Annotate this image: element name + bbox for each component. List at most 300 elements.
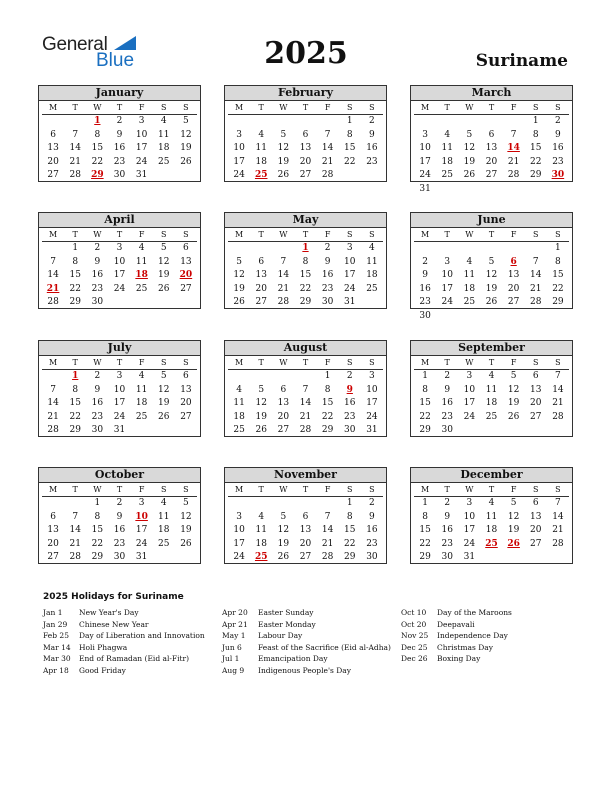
month-october bbox=[38, 467, 201, 564]
weekday-header: F bbox=[317, 357, 339, 370]
day-cell: 24 bbox=[233, 170, 245, 180]
day-cell: 11 bbox=[255, 525, 267, 535]
day-cell: 3 bbox=[116, 243, 123, 253]
holiday-day: 26 bbox=[507, 538, 520, 549]
day-cell: 17 bbox=[135, 143, 148, 153]
day-cell: 9 bbox=[324, 256, 331, 267]
weekday-header: T bbox=[294, 484, 316, 497]
day-cell: 13 bbox=[299, 525, 312, 535]
day-cell: 27 bbox=[277, 425, 290, 435]
day-cell: 14 bbox=[552, 384, 564, 395]
day-cell: 29 bbox=[299, 297, 312, 307]
day-cell: 2 bbox=[324, 243, 331, 253]
day-cell: 23 bbox=[113, 538, 126, 549]
holiday-date: Dec 25 bbox=[401, 642, 428, 652]
day-cell: 15 bbox=[299, 270, 312, 280]
day-cell: 20 bbox=[277, 411, 290, 422]
day-cell: 5 bbox=[510, 498, 517, 508]
empty-cell bbox=[272, 370, 294, 384]
holiday-name: Deepavali bbox=[437, 619, 475, 629]
day-cell: 23 bbox=[441, 411, 453, 422]
day-cell: 18 bbox=[366, 270, 378, 280]
day-cell: 23 bbox=[321, 283, 334, 294]
day-cell: 23 bbox=[441, 538, 453, 549]
day-cell: 1 bbox=[94, 498, 101, 508]
day-cell: 9 bbox=[444, 384, 451, 395]
day-cell: 4 bbox=[138, 371, 145, 381]
holiday-day: 25 bbox=[254, 552, 268, 562]
day-cell: 11 bbox=[441, 143, 453, 153]
day-cell: 12 bbox=[255, 398, 267, 408]
empty-cell bbox=[458, 242, 480, 256]
day-cell: 23 bbox=[419, 297, 431, 307]
day-cell: 24 bbox=[113, 283, 126, 294]
weekday-header: M bbox=[42, 102, 64, 115]
day-cell: 28 bbox=[530, 297, 542, 307]
day-cell: 25 bbox=[485, 411, 498, 422]
day-cell: 20 bbox=[485, 156, 498, 167]
weekday-header: T bbox=[108, 229, 130, 242]
day-cell: 2 bbox=[346, 371, 353, 381]
day-cell: 5 bbox=[183, 116, 189, 126]
day-cell: 7 bbox=[532, 256, 539, 267]
day-cell: 30 bbox=[91, 297, 104, 307]
day-cell: 3 bbox=[422, 129, 428, 140]
day-cell: 5 bbox=[258, 384, 265, 395]
day-cell: 5 bbox=[466, 129, 473, 140]
weekday-header: W bbox=[86, 484, 108, 497]
day-cell: 13 bbox=[299, 143, 312, 153]
empty-cell bbox=[480, 242, 502, 256]
day-cell: 10 bbox=[366, 384, 378, 395]
day-cell: 29 bbox=[419, 552, 431, 562]
day-cell: 3 bbox=[346, 243, 353, 253]
day-cell: 22 bbox=[69, 411, 81, 422]
day-cell: 6 bbox=[50, 129, 56, 140]
day-cell: 4 bbox=[466, 256, 473, 267]
day-cell: 9 bbox=[555, 129, 561, 140]
day-cell: 31 bbox=[419, 183, 431, 194]
day-cell: 6 bbox=[532, 498, 539, 508]
day-cell: 16 bbox=[441, 398, 453, 408]
holiday-name: Emancipation Day bbox=[258, 654, 328, 663]
day-cell: 13 bbox=[47, 143, 59, 153]
day-cell: 28 bbox=[47, 425, 59, 435]
day-cell: 10 bbox=[233, 525, 245, 535]
weekday-header: T bbox=[480, 484, 502, 497]
weekday-header: W bbox=[86, 102, 108, 115]
day-cell: 16 bbox=[366, 525, 378, 535]
day-cell: 3 bbox=[236, 511, 242, 522]
weekday-header: T bbox=[108, 357, 130, 370]
month-march bbox=[410, 85, 573, 194]
weekday-header: S bbox=[361, 102, 383, 115]
day-cell: 18 bbox=[485, 525, 498, 535]
day-cell: 12 bbox=[233, 270, 245, 280]
day-cell: 8 bbox=[532, 129, 539, 140]
day-cell: 4 bbox=[258, 129, 265, 140]
holiday-date: Jan 1 bbox=[43, 608, 63, 617]
weekday-header: F bbox=[503, 484, 525, 497]
day-cell: 16 bbox=[321, 270, 334, 280]
day-cell: 6 bbox=[302, 129, 309, 140]
holiday-day: 25 bbox=[254, 170, 268, 180]
day-cell: 3 bbox=[444, 256, 451, 267]
day-cell: 8 bbox=[422, 384, 428, 395]
day-cell: 14 bbox=[552, 511, 564, 522]
day-cell: 22 bbox=[344, 156, 356, 167]
holiday-day: 9 bbox=[346, 384, 353, 395]
day-cell: 4 bbox=[160, 498, 167, 508]
weekday-header: S bbox=[361, 357, 383, 370]
holiday-day: 1 bbox=[94, 116, 101, 126]
day-cell: 20 bbox=[299, 156, 312, 167]
empty-cell bbox=[272, 242, 294, 256]
day-cell: 25 bbox=[366, 283, 378, 294]
day-cell: 9 bbox=[116, 511, 123, 522]
day-cell: 28 bbox=[47, 297, 59, 307]
day-cell: 15 bbox=[552, 270, 564, 280]
day-cell: 8 bbox=[94, 129, 101, 140]
day-cell: 2 bbox=[555, 116, 561, 126]
weekday-header: S bbox=[339, 229, 361, 242]
day-cell: 25 bbox=[158, 156, 170, 167]
day-cell: 24 bbox=[135, 538, 148, 549]
day-cell: 9 bbox=[369, 129, 375, 140]
empty-cell bbox=[250, 115, 272, 129]
day-cell: 16 bbox=[113, 143, 126, 153]
day-cell: 3 bbox=[116, 371, 123, 381]
day-cell: 9 bbox=[116, 129, 123, 140]
day-cell: 21 bbox=[69, 156, 81, 167]
month-title: March bbox=[411, 86, 572, 101]
day-cell: 26 bbox=[463, 170, 476, 180]
holiday-date: Mar 14 bbox=[43, 642, 71, 652]
day-cell: 24 bbox=[441, 297, 453, 307]
day-cell: 6 bbox=[258, 256, 265, 267]
weekday-header: T bbox=[436, 484, 458, 497]
day-cell: 17 bbox=[366, 398, 378, 408]
weekday-header: T bbox=[294, 102, 316, 115]
day-cell: 22 bbox=[419, 411, 431, 422]
day-cell: 2 bbox=[444, 498, 451, 508]
day-cell: 13 bbox=[530, 511, 542, 522]
day-cell: 26 bbox=[277, 552, 290, 562]
month-november bbox=[224, 467, 387, 564]
day-cell: 29 bbox=[321, 425, 334, 435]
day-cell: 27 bbox=[299, 552, 312, 562]
holiday-date: Dec 26 bbox=[401, 654, 428, 663]
day-cell: 30 bbox=[366, 552, 378, 562]
day-cell: 21 bbox=[321, 156, 334, 167]
day-cell: 13 bbox=[530, 384, 542, 395]
day-cell: 20 bbox=[530, 398, 542, 408]
empty-cell bbox=[250, 370, 272, 384]
day-cell: 24 bbox=[233, 552, 245, 562]
day-cell: 27 bbox=[530, 538, 542, 549]
empty-cell bbox=[317, 115, 339, 129]
day-cell: 12 bbox=[463, 143, 476, 153]
day-cell: 2 bbox=[444, 371, 451, 381]
day-cell: 17 bbox=[233, 156, 245, 167]
month-title: September bbox=[411, 341, 572, 356]
day-cell: 3 bbox=[369, 371, 375, 381]
empty-cell bbox=[42, 370, 64, 384]
day-cell: 6 bbox=[532, 371, 539, 381]
empty-cell bbox=[64, 115, 86, 129]
weekday-header: S bbox=[525, 102, 547, 115]
page-title-year: 2025 bbox=[264, 36, 348, 71]
day-cell: 10 bbox=[135, 129, 148, 140]
day-cell: 24 bbox=[344, 283, 356, 294]
holiday-name: Independence Day bbox=[437, 631, 508, 640]
day-cell: 10 bbox=[463, 384, 476, 395]
holiday-item bbox=[401, 630, 512, 642]
day-cell: 16 bbox=[419, 283, 431, 294]
day-cell: 11 bbox=[158, 511, 170, 522]
day-cell: 24 bbox=[113, 411, 126, 422]
holiday-item bbox=[222, 653, 391, 665]
day-cell: 29 bbox=[530, 170, 542, 180]
logo-general-text: General bbox=[42, 34, 108, 55]
day-cell: 9 bbox=[94, 256, 101, 267]
weekday-header: M bbox=[414, 357, 436, 370]
day-cell: 27 bbox=[47, 552, 59, 562]
holiday-date: Aug 9 bbox=[222, 665, 245, 675]
day-cell: 4 bbox=[488, 498, 495, 508]
day-cell: 7 bbox=[50, 384, 56, 395]
day-cell: 7 bbox=[555, 371, 561, 381]
day-cell: 30 bbox=[91, 425, 104, 435]
month-title: November bbox=[225, 468, 386, 483]
day-cell: 13 bbox=[180, 384, 192, 395]
day-cell: 18 bbox=[463, 283, 476, 294]
month-december bbox=[410, 467, 573, 564]
weekday-header: W bbox=[458, 484, 480, 497]
holiday-date: Jul 1 bbox=[222, 654, 240, 663]
day-cell: 18 bbox=[255, 156, 267, 167]
weekday-header: S bbox=[547, 357, 569, 370]
day-cell: 31 bbox=[366, 425, 378, 435]
day-cell: 21 bbox=[69, 538, 81, 549]
day-cell: 24 bbox=[366, 411, 378, 422]
holiday-item bbox=[222, 630, 391, 642]
day-cell: 8 bbox=[422, 511, 428, 522]
day-cell: 22 bbox=[552, 283, 564, 294]
day-cell: 31 bbox=[463, 552, 476, 562]
day-cell: 23 bbox=[366, 538, 378, 549]
day-cell: 27 bbox=[530, 411, 542, 422]
weekday-header: M bbox=[42, 357, 64, 370]
day-cell: 7 bbox=[72, 129, 79, 140]
day-cell: 10 bbox=[419, 143, 431, 153]
day-cell: 19 bbox=[485, 283, 498, 294]
day-cell: 12 bbox=[180, 511, 192, 522]
empty-cell bbox=[503, 242, 525, 256]
day-cell: 11 bbox=[485, 384, 498, 395]
day-cell: 8 bbox=[346, 511, 353, 522]
day-cell: 11 bbox=[135, 384, 148, 395]
day-cell: 1 bbox=[346, 498, 353, 508]
weekday-header: W bbox=[458, 102, 480, 115]
weekday-header: M bbox=[414, 102, 436, 115]
day-cell: 20 bbox=[47, 156, 59, 167]
weekday-header: S bbox=[175, 357, 197, 370]
empty-cell bbox=[228, 497, 250, 511]
empty-cell bbox=[272, 497, 294, 511]
day-cell: 2 bbox=[422, 256, 428, 267]
holiday-date: Oct 20 bbox=[401, 619, 427, 629]
day-cell: 7 bbox=[50, 256, 56, 267]
day-cell: 2 bbox=[116, 116, 123, 126]
empty-cell bbox=[294, 370, 316, 384]
day-cell: 25 bbox=[135, 283, 148, 294]
day-cell: 25 bbox=[233, 425, 245, 435]
holiday-name: Chinese New Year bbox=[79, 619, 149, 629]
weekday-header: S bbox=[361, 229, 383, 242]
day-cell: 7 bbox=[324, 511, 331, 522]
holiday-name: Feast of the Sacrifice (Eid al-Adha) bbox=[258, 642, 391, 652]
weekday-header: S bbox=[361, 484, 383, 497]
holiday-date: Apr 21 bbox=[222, 619, 248, 629]
month-july bbox=[38, 340, 201, 437]
holiday-day: 29 bbox=[91, 170, 104, 180]
day-cell: 12 bbox=[507, 384, 520, 395]
day-cell: 3 bbox=[466, 371, 473, 381]
holiday-item bbox=[401, 642, 512, 654]
month-title: January bbox=[39, 86, 200, 101]
day-cell: 30 bbox=[419, 310, 431, 321]
day-cell: 27 bbox=[299, 170, 312, 180]
day-cell: 18 bbox=[158, 143, 170, 153]
day-cell: 4 bbox=[444, 129, 451, 140]
day-cell: 15 bbox=[321, 398, 334, 408]
holiday-day: 6 bbox=[510, 256, 517, 267]
day-cell: 19 bbox=[180, 143, 192, 153]
weekday-header: W bbox=[86, 229, 108, 242]
day-cell: 26 bbox=[507, 411, 520, 422]
holiday-item bbox=[43, 642, 205, 654]
day-cell: 13 bbox=[277, 398, 290, 408]
day-cell: 2 bbox=[94, 371, 101, 381]
day-cell: 10 bbox=[441, 270, 453, 280]
day-cell: 16 bbox=[344, 398, 356, 408]
day-cell: 28 bbox=[321, 170, 334, 180]
holiday-item bbox=[43, 653, 205, 665]
day-cell: 21 bbox=[47, 411, 59, 422]
day-cell: 25 bbox=[135, 411, 148, 422]
weekday-header: T bbox=[480, 357, 502, 370]
weekday-header: T bbox=[436, 102, 458, 115]
day-cell: 25 bbox=[463, 297, 476, 307]
empty-cell bbox=[64, 497, 86, 511]
month-title: April bbox=[39, 213, 200, 228]
day-cell: 6 bbox=[488, 129, 495, 140]
day-cell: 11 bbox=[255, 143, 267, 153]
weekday-header: M bbox=[228, 357, 250, 370]
day-cell: 16 bbox=[91, 398, 104, 408]
weekday-header: W bbox=[458, 357, 480, 370]
day-cell: 17 bbox=[441, 283, 453, 294]
holiday-item bbox=[43, 619, 205, 631]
day-cell: 29 bbox=[69, 297, 81, 307]
day-cell: 2 bbox=[369, 498, 375, 508]
day-cell: 20 bbox=[255, 283, 267, 294]
holiday-day: 20 bbox=[179, 270, 193, 280]
weekday-header: F bbox=[131, 229, 153, 242]
weekday-header: S bbox=[339, 102, 361, 115]
day-cell: 21 bbox=[299, 411, 312, 422]
weekday-header: M bbox=[42, 484, 64, 497]
weekday-header: T bbox=[294, 357, 316, 370]
holiday-item bbox=[222, 607, 391, 619]
day-cell: 1 bbox=[555, 243, 561, 253]
empty-cell bbox=[250, 497, 272, 511]
logo-blue-text: Blue bbox=[96, 50, 135, 71]
day-cell: 30 bbox=[113, 552, 126, 562]
weekday-header: W bbox=[272, 484, 294, 497]
month-april bbox=[38, 212, 201, 309]
weekday-header: S bbox=[153, 102, 175, 115]
day-cell: 14 bbox=[530, 270, 542, 280]
day-cell: 9 bbox=[422, 270, 428, 280]
day-cell: 3 bbox=[466, 498, 473, 508]
day-cell: 18 bbox=[255, 538, 267, 549]
weekday-header: W bbox=[272, 102, 294, 115]
weekday-header: T bbox=[108, 484, 130, 497]
empty-cell bbox=[42, 115, 64, 129]
day-cell: 1 bbox=[422, 371, 428, 381]
holiday-date: Nov 25 bbox=[401, 631, 429, 640]
day-cell: 15 bbox=[419, 525, 431, 535]
day-cell: 6 bbox=[183, 243, 189, 253]
month-title: July bbox=[39, 341, 200, 356]
holiday-item bbox=[401, 607, 512, 619]
day-cell: 21 bbox=[277, 283, 290, 294]
day-cell: 17 bbox=[113, 398, 126, 408]
day-cell: 19 bbox=[277, 538, 290, 549]
day-cell: 5 bbox=[183, 498, 189, 508]
day-cell: 22 bbox=[530, 156, 542, 167]
day-cell: 28 bbox=[507, 170, 520, 180]
day-cell: 10 bbox=[113, 256, 126, 267]
day-cell: 22 bbox=[69, 283, 81, 294]
day-cell: 26 bbox=[158, 283, 170, 294]
holidays-title: 2025 Holidays for Suriname bbox=[43, 592, 184, 602]
holiday-name: Day of Liberation and Innovation bbox=[79, 631, 205, 640]
month-september bbox=[410, 340, 573, 437]
day-cell: 7 bbox=[510, 129, 517, 140]
month-february bbox=[224, 85, 387, 182]
day-cell: 7 bbox=[555, 498, 561, 508]
holiday-item bbox=[43, 665, 205, 677]
day-cell: 19 bbox=[180, 525, 192, 535]
day-cell: 8 bbox=[94, 511, 101, 522]
holiday-item bbox=[222, 619, 391, 631]
day-cell: 9 bbox=[444, 511, 451, 522]
day-cell: 5 bbox=[160, 243, 167, 253]
day-cell: 18 bbox=[441, 156, 453, 167]
day-cell: 9 bbox=[94, 384, 101, 395]
day-cell: 27 bbox=[255, 297, 267, 307]
day-cell: 8 bbox=[555, 256, 561, 267]
day-cell: 12 bbox=[158, 384, 170, 395]
weekday-header: T bbox=[480, 229, 502, 242]
weekday-header: S bbox=[153, 357, 175, 370]
day-cell: 6 bbox=[302, 511, 309, 522]
day-cell: 1 bbox=[324, 371, 331, 381]
empty-cell bbox=[42, 242, 64, 256]
